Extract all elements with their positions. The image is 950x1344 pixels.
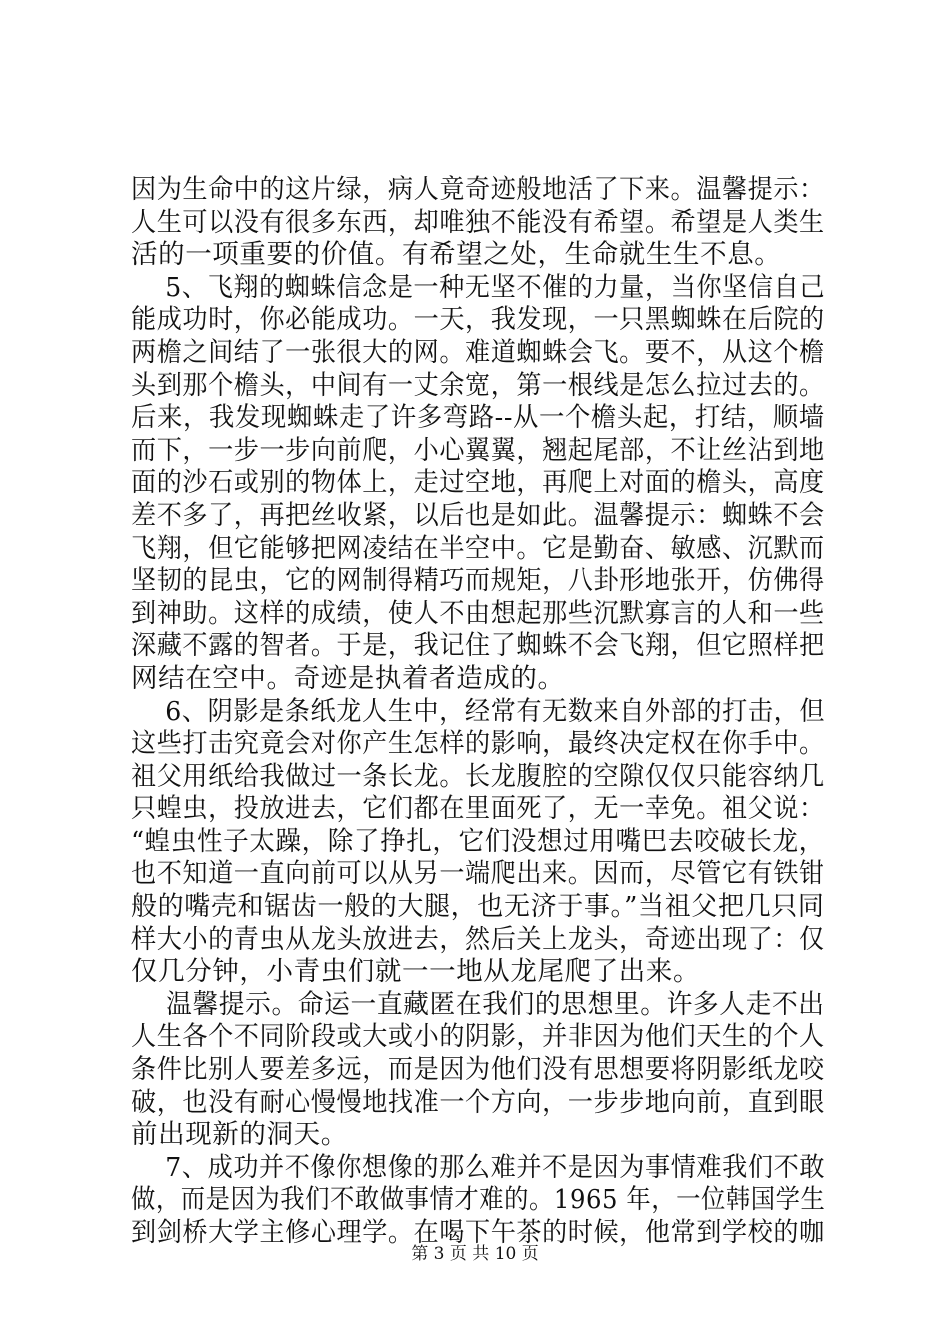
text-line: 5、飞翔的蜘蛛信念是一种无坚不催的力量，当你坚信自己 [131, 271, 826, 303]
text-line: 差不多了，再把丝收紧，以后也是如此。温馨提示：蜘蛛不会 [131, 499, 825, 531]
text-line: 做，而是因为我们不敢做事情才难的。1965 年，一位韩国学生 [131, 1184, 826, 1216]
text-line: 深藏不露的智者。于是，我记住了蜘蛛不会飞翔，但它照样把 [131, 630, 825, 662]
text-line: 前出现新的洞天。 [131, 1119, 348, 1151]
text-line: 头到那个檐头，中间有一丈余宽，第一根线是怎么拉过去的。 [131, 369, 825, 401]
body-text [131, 174, 825, 1250]
text-line: 两檐之间结了一张很大的网。难道蜘蛛会飞。要不，从这个檐 [131, 336, 825, 368]
text-line: 6、阴影是条纸龙人生中，经常有无数来自外部的打击，但 [131, 695, 826, 727]
text-line: 能成功时，你必能成功。一天，我发现，一只黑蜘蛛在后院的 [131, 304, 825, 336]
text-line: 7、成功并不像你想像的那么难并不是因为事情难我们不敢 [131, 1151, 826, 1183]
text-line: 人生可以没有很多东西，却唯独不能没有希望。希望是人类生 [131, 206, 825, 238]
text-line: 人生各个不同阶段或大或小的阴影，并非因为他们天生的个人 [131, 1021, 825, 1053]
text-line: 面的沙石或别的物体上，走过空地，再爬上对面的檐头，高度 [131, 467, 825, 499]
text-line: 而下，一步一步向前爬，小心翼翼，翘起尾部，不让丝沾到地 [131, 434, 825, 466]
text-line: 破，也没有耐心慢慢地找准一个方向，一步步地向前，直到眼 [131, 1086, 825, 1118]
text-line: 也不知道一直向前可以从另一端爬出来。因而，尽管它有铁钳 [131, 858, 825, 890]
text-line: 活的一项重要的价值。有希望之处，生命就生生不息。 [131, 239, 782, 271]
text-line: 这些打击究竟会对你产生怎样的影响，最终决定权在你手中。 [131, 728, 825, 760]
text-line: 祖父用纸给我做过一条长龙。长龙腹腔的空隙仅仅只能容纳几 [131, 760, 825, 792]
page-number-footer: 第 3 页 共 10 页 [411, 1244, 539, 1264]
text-line: 仅几分钟，小青虫们就一一地从龙尾爬了出来。 [131, 956, 701, 988]
text-line: 样大小的青虫从龙头放进去，然后关上龙头，奇迹出现了：仅 [131, 923, 825, 955]
text-line: 到剑桥大学主修心理学。在喝下午茶的时候，他常到学校的咖 [131, 1217, 825, 1248]
text-line: 因为生命中的这片绿，病人竟奇迹般地活了下来。温馨提示： [131, 174, 825, 205]
text-line: 网结在空中。奇迹是执着者造成的。 [131, 662, 565, 694]
text-line: “蝗虫性子太躁，除了挣扎，它们没想过用嘴巴去咬破长龙， [131, 825, 825, 857]
text-line: 只蝗虫，投放进去，它们都在里面死了，无一幸免。祖父说： [131, 793, 825, 825]
text-line: 温馨提示。命运一直藏匿在我们的思想里。许多人走不出 [131, 988, 825, 1020]
text-line: 飞翔，但它能够把网凌结在半空中。它是勤奋、敏感、沉默而 [131, 532, 825, 564]
text-line: 般的嘴壳和锯齿一般的大腿，也无济于事。”当祖父把几只同 [131, 891, 825, 923]
text-line: 后来，我发现蜘蛛走了许多弯路--从一个檐头起，打结，顺墙 [131, 402, 825, 434]
text-line: 到神助。这样的成绩，使人不由想起那些沉默寡言的人和一些 [131, 597, 825, 629]
text-line: 条件比别人要差多远，而是因为他们没有思想要将阴影纸龙咬 [131, 1054, 825, 1086]
text-line: 坚韧的昆虫，它的网制得精巧而规矩，八卦形地张开，仿佛得 [131, 565, 825, 597]
